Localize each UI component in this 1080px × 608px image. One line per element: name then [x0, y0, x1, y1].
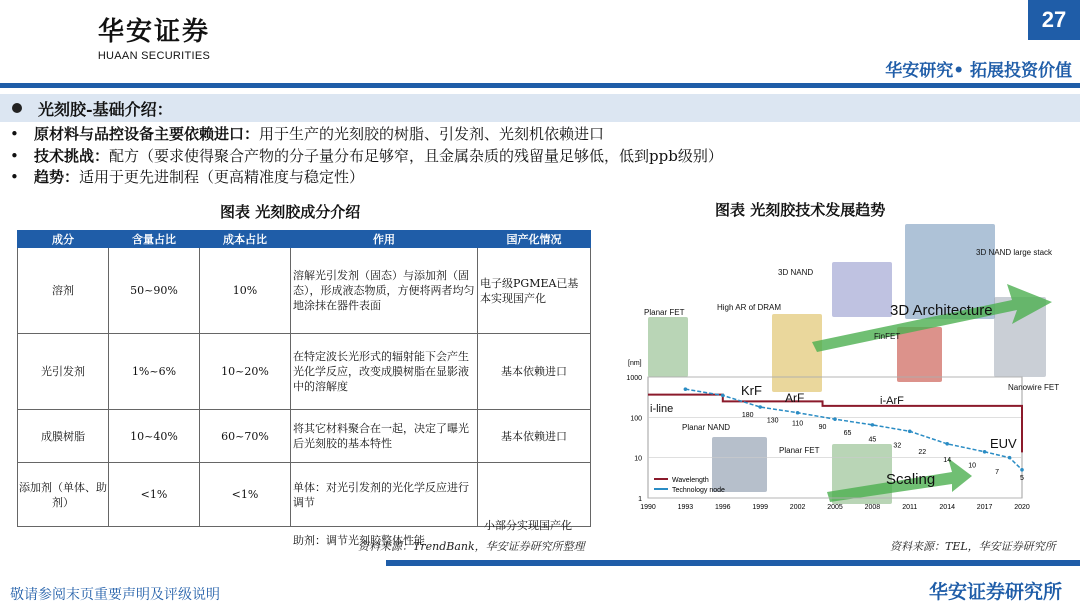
header-cell: 成本占比 [200, 231, 291, 248]
technology-node-point [1020, 468, 1024, 472]
device-illustration [712, 437, 767, 492]
cell-domestic: 电子级PGMEA已基本实现国产化 [478, 248, 591, 334]
x-tick-label: 2008 [864, 504, 881, 511]
cell-cost: 10~20% [200, 334, 291, 410]
cell-role: 单体：对光引发剂的光化学反应进行调节 [291, 463, 478, 527]
device-illustration [832, 262, 892, 317]
table-header-row [18, 231, 591, 248]
node-value-label: 45 [868, 436, 877, 444]
x-tick-label: 2002 [789, 504, 806, 511]
cell-content: 1%~6% [109, 334, 200, 410]
composition-table [17, 230, 591, 527]
bullet-text: 适用于更先进制程（更高精准度与稳定性） [79, 168, 365, 186]
x-tick-label: 1996 [715, 504, 731, 511]
y-tick-label: 10 [634, 455, 642, 463]
cell-role: 在特定波长光形式的辐射能下会产生光化学反应，改变成膜树脂在显影液中的溶解度 [291, 334, 478, 410]
chart-annotation: 3D NAND [778, 268, 814, 277]
y-tick-label: 1 [638, 496, 642, 503]
x-tick-label: 1993 [677, 504, 694, 511]
cell-role: 将其它材料聚合在一起，决定了曝光后光刻胶的基本特性 [291, 410, 478, 463]
chart-annotation: High AR of DRAM [717, 303, 782, 312]
node-value-label: 180 [741, 412, 754, 420]
chart-annotation: i-line [650, 403, 674, 415]
technology-node-point [1008, 456, 1012, 460]
additive-domestic: 小部分实现国产化 [484, 519, 572, 532]
logo-en-text: HUAAN SECURITIES [97, 50, 211, 62]
x-tick-label: 2011 [902, 504, 918, 511]
technology-node-point [758, 405, 762, 409]
device-illustration [648, 317, 688, 377]
additive-note: 助剂：调节光刻胶整体性能 [293, 534, 425, 547]
company-logo [96, 16, 212, 62]
legend-wavelength: Wavelength [672, 477, 709, 484]
table-row [18, 248, 591, 334]
y-axis-label: [nm] [628, 360, 642, 367]
chart-caption: 图表 光刻胶技术发展趋势 [715, 201, 886, 219]
node-value-label: 32 [893, 442, 902, 450]
cell-cost: <1% [200, 463, 291, 527]
technology-node-point [945, 442, 949, 446]
x-tick-label: 2005 [827, 504, 843, 511]
footer-bar [386, 560, 1080, 566]
cell-name: 添加剂（单体、助剂） [18, 463, 109, 527]
header-cell: 含量占比 [109, 231, 200, 248]
chart-annotation: Planar FET [644, 308, 685, 317]
node-value-label: 10 [968, 462, 977, 470]
node-value-label: 5 [1020, 474, 1024, 482]
tech-trend-chart [612, 222, 1072, 522]
chart-annotation: Planar FET [779, 446, 820, 455]
chart-annotation: i-ArF [880, 395, 904, 407]
chart-annotation: Nanowire FET [1008, 383, 1060, 392]
x-tick-label: 2014 [939, 504, 955, 511]
chart-annotation: 3D NAND large stack [976, 248, 1053, 257]
node-value-label: 90 [818, 424, 827, 432]
footer-org: 华安证券研究所 [928, 581, 1062, 603]
header-cell: 成分 [18, 231, 109, 248]
cell-cost: 10% [200, 248, 291, 334]
chart-annotation: KrF [741, 383, 762, 398]
technology-node-point [684, 387, 688, 391]
table-source: 资料来源：TrendBank，华安证券研究所整理 [358, 540, 585, 553]
technology-node-point [871, 423, 875, 427]
bullet-bold: 趋势： [34, 168, 80, 186]
technology-node-point [721, 394, 725, 398]
cell-name: 溶剂 [18, 248, 109, 334]
node-value-label: 7 [995, 468, 1000, 476]
bullet-marker-icon: • [10, 125, 19, 143]
y-tick-label: 100 [630, 415, 642, 423]
technology-node-point [983, 450, 987, 454]
header-divider [0, 83, 1080, 88]
technology-node-point [796, 411, 800, 415]
bullet-marker-icon: • [10, 146, 19, 165]
cell-name: 光引发剂 [18, 334, 109, 410]
table-row [18, 334, 591, 410]
chart-decor [648, 224, 1052, 504]
header-cell: 国产化情况 [478, 231, 591, 248]
bullet-text: 配方（要求使得聚合产物的分子量分布足够窄，且金属杂质的残留量足够低，低到ppb级别） [109, 146, 723, 165]
chart-annotation: Planar NAND [682, 423, 731, 432]
chart-annotation: ArF [785, 391, 805, 405]
bullet-item [10, 146, 1070, 168]
footer-disclaimer: 敬请参阅末页重要声明及评级说明 [10, 587, 220, 603]
section-title-bar [0, 94, 1080, 122]
cell-role: 溶解光引发剂（固态）与添加剂（固态），形成液态物质，方便将两者均匀地涂抹在器件表面 [291, 248, 478, 334]
x-tick-label: 2020 [1014, 504, 1030, 511]
bullet-text: 用于生产的光刻胶的树脂、引发剂、光刻机依赖进口 [259, 125, 605, 143]
x-tick-label: 1999 [752, 504, 768, 511]
page-number: 27 [1028, 0, 1080, 40]
device-illustration [897, 327, 942, 382]
cell-cost: 60~70% [200, 410, 291, 463]
chart-source: 资料来源：TEL，华安证券研究所 [890, 540, 1056, 553]
legend-node: Technology node [672, 487, 725, 494]
node-value-label: 65 [843, 429, 852, 437]
bullet-bold: 技术挑战： [34, 146, 110, 165]
node-value-label: 14 [943, 456, 952, 464]
table-caption: 图表 光刻胶成分介绍 [220, 203, 361, 221]
cell-name: 成膜树脂 [18, 410, 109, 463]
section-title: 光刻胶-基础介绍： [38, 99, 173, 119]
technology-node-point [833, 417, 837, 421]
node-value-label: 110 [792, 420, 804, 428]
bullet-item [10, 124, 1070, 146]
chart-annotation: Scaling [886, 471, 936, 488]
y-tick-label: 1000 [626, 375, 642, 382]
chart-annotation: EUV [990, 436, 1017, 451]
x-tick-label: 1990 [640, 504, 656, 511]
table-row [18, 410, 591, 463]
bullet-bold: 原材料与品控设备主要依赖进口： [34, 125, 260, 143]
cell-content: 10~40% [109, 410, 200, 463]
bullet-marker-icon: • [10, 168, 19, 186]
node-value-label: 22 [918, 448, 927, 456]
bullet-item [10, 167, 1070, 189]
header-tagline: 华安研究• 拓展投资价值 [885, 61, 1072, 81]
technology-node-point [908, 430, 912, 434]
bullet-dot-icon [12, 103, 22, 113]
device-illustration [772, 314, 822, 392]
chart-annotation: FinFET [874, 332, 901, 341]
cell-domestic: 基本依赖进口 [478, 334, 591, 410]
logo-cn-text: 华安证券 [97, 17, 210, 47]
cell-content: 50~90% [109, 248, 200, 334]
cell-domestic: 基本依赖进口 [478, 410, 591, 463]
chart-annotation: 3D Architecture [890, 302, 993, 319]
bullet-list [10, 124, 1070, 189]
x-tick-label: 2017 [976, 504, 993, 511]
cell-content: <1% [109, 463, 200, 527]
node-value-label: 130 [766, 417, 779, 425]
header-cell: 作用 [291, 231, 478, 248]
